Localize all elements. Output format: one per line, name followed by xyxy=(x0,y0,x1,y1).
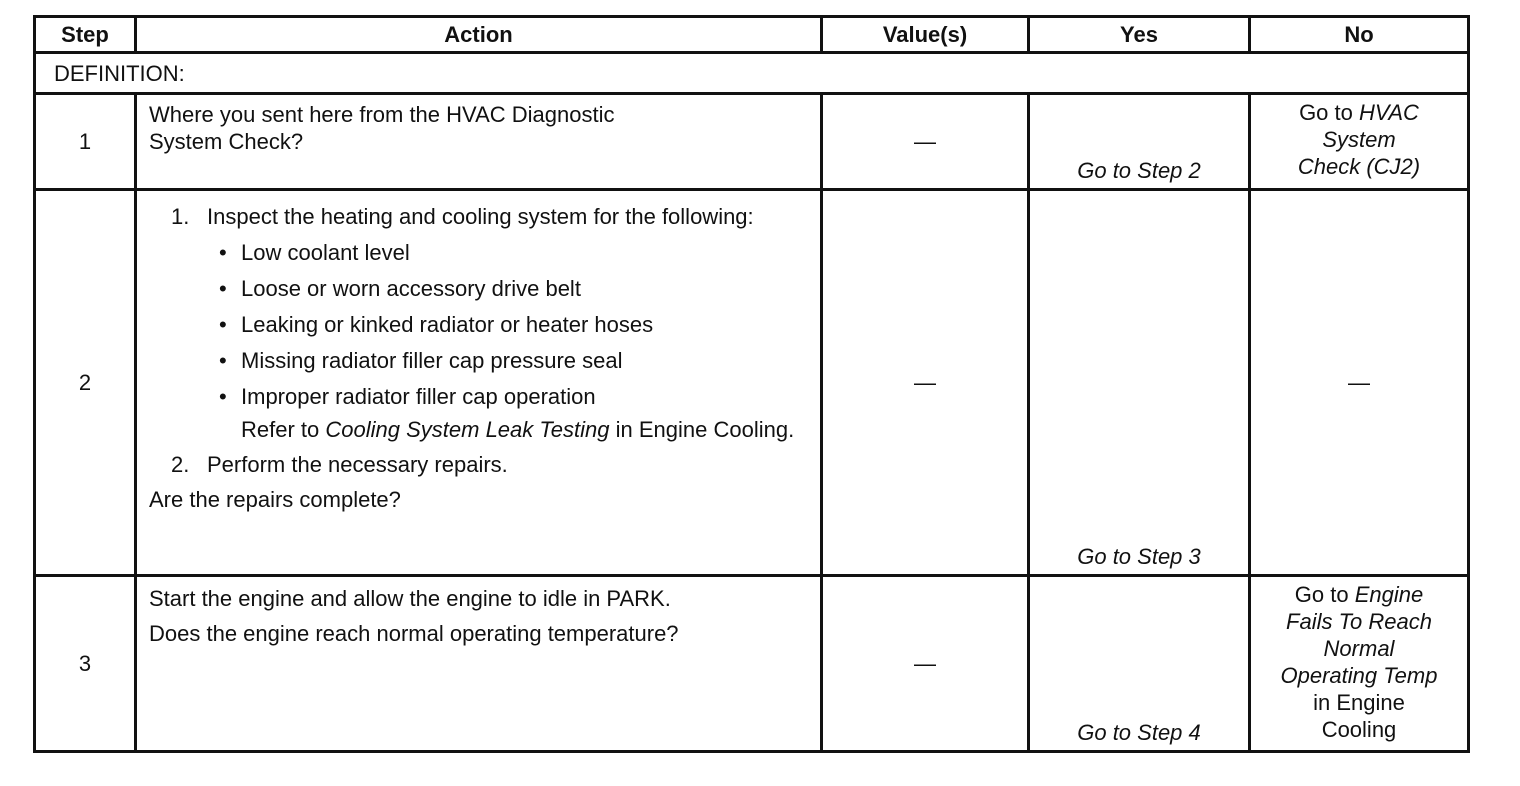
no-cell xyxy=(1250,576,1469,752)
action-cell xyxy=(136,576,822,752)
yes-cell: Go to Step 4 xyxy=(1029,576,1250,752)
bullet-item xyxy=(149,239,810,266)
item-text: Perform the necessary repairs. xyxy=(207,452,508,477)
header-step: Step xyxy=(35,17,136,53)
item-text: Inspect the heating and cooling system for the following: xyxy=(207,204,754,229)
refer-link: Cooling System Leak Testing xyxy=(325,417,610,442)
step-number: 1 xyxy=(35,94,136,190)
refer-suffix: in Engine Cooling. xyxy=(615,417,795,442)
question-text: Does the engine reach normal operating temperature? xyxy=(149,621,679,646)
bullet-icon: • xyxy=(219,348,227,373)
no-prefix: Go to xyxy=(1294,582,1349,607)
diagnostic-table xyxy=(33,15,1470,753)
no-suffix: in Engine xyxy=(1313,690,1405,715)
bullet-text: Missing radiator filler cap pressure seal xyxy=(241,348,623,373)
no-suffix: Cooling xyxy=(1321,717,1397,742)
no-link: System xyxy=(1322,127,1396,152)
table-row xyxy=(35,94,1469,190)
value-cell: — xyxy=(822,576,1029,752)
table-row xyxy=(35,576,1469,752)
table-row xyxy=(35,190,1469,576)
definition-label: DEFINITION: xyxy=(35,53,1469,94)
step-number: 3 xyxy=(35,576,136,752)
bullet-item xyxy=(149,311,810,338)
bullet-item xyxy=(149,347,810,374)
no-cell: — xyxy=(1250,190,1469,576)
bullet-icon: • xyxy=(219,384,227,409)
numbered-item xyxy=(149,451,810,478)
value-cell: — xyxy=(822,94,1029,190)
header-action: Action xyxy=(136,17,822,53)
definition-row xyxy=(35,53,1469,94)
no-link: Check (CJ2) xyxy=(1297,154,1421,179)
bullet-text: Improper radiator filler cap operation xyxy=(241,384,596,409)
value-cell: — xyxy=(822,190,1029,576)
step-number: 2 xyxy=(35,190,136,576)
item-number: 2. xyxy=(171,452,190,477)
item-number: 1. xyxy=(171,204,190,229)
no-cell xyxy=(1250,94,1469,190)
no-link: Operating Temp xyxy=(1280,663,1438,688)
yes-cell: Go to Step 2 xyxy=(1029,94,1250,190)
bullet-icon: • xyxy=(219,240,227,265)
bullet-item xyxy=(149,275,810,302)
bullet-item xyxy=(149,383,810,410)
action-text: Start the engine and allow the engine to idle in PARK. xyxy=(149,586,671,611)
action-cell xyxy=(136,190,822,576)
header-no: No xyxy=(1250,17,1469,53)
bullet-icon: • xyxy=(219,276,227,301)
no-link: Normal xyxy=(1323,636,1395,661)
action-text: Where you sent here from the HVAC Diagnostic System Check? xyxy=(149,102,615,154)
no-prefix: Go to xyxy=(1299,100,1353,125)
no-link: Engine xyxy=(1354,582,1424,607)
no-link: HVAC xyxy=(1359,100,1419,125)
numbered-item xyxy=(149,203,810,230)
bullet-text: Loose or worn accessory drive belt xyxy=(241,276,581,301)
no-link: Fails To Reach xyxy=(1286,609,1432,634)
header-values: Value(s) xyxy=(822,17,1029,53)
action-cell xyxy=(136,94,822,190)
header-yes: Yes xyxy=(1029,17,1250,53)
question-text: Are the repairs complete? xyxy=(149,487,401,512)
bullet-text: Leaking or kinked radiator or heater hoses xyxy=(241,312,654,337)
refer-note xyxy=(149,416,810,443)
refer-prefix: Refer to xyxy=(241,417,320,442)
bullet-icon: • xyxy=(219,312,227,337)
yes-cell: Go to Step 3 xyxy=(1029,190,1250,576)
header-row xyxy=(35,17,1469,53)
bullet-text: Low coolant level xyxy=(241,240,410,265)
